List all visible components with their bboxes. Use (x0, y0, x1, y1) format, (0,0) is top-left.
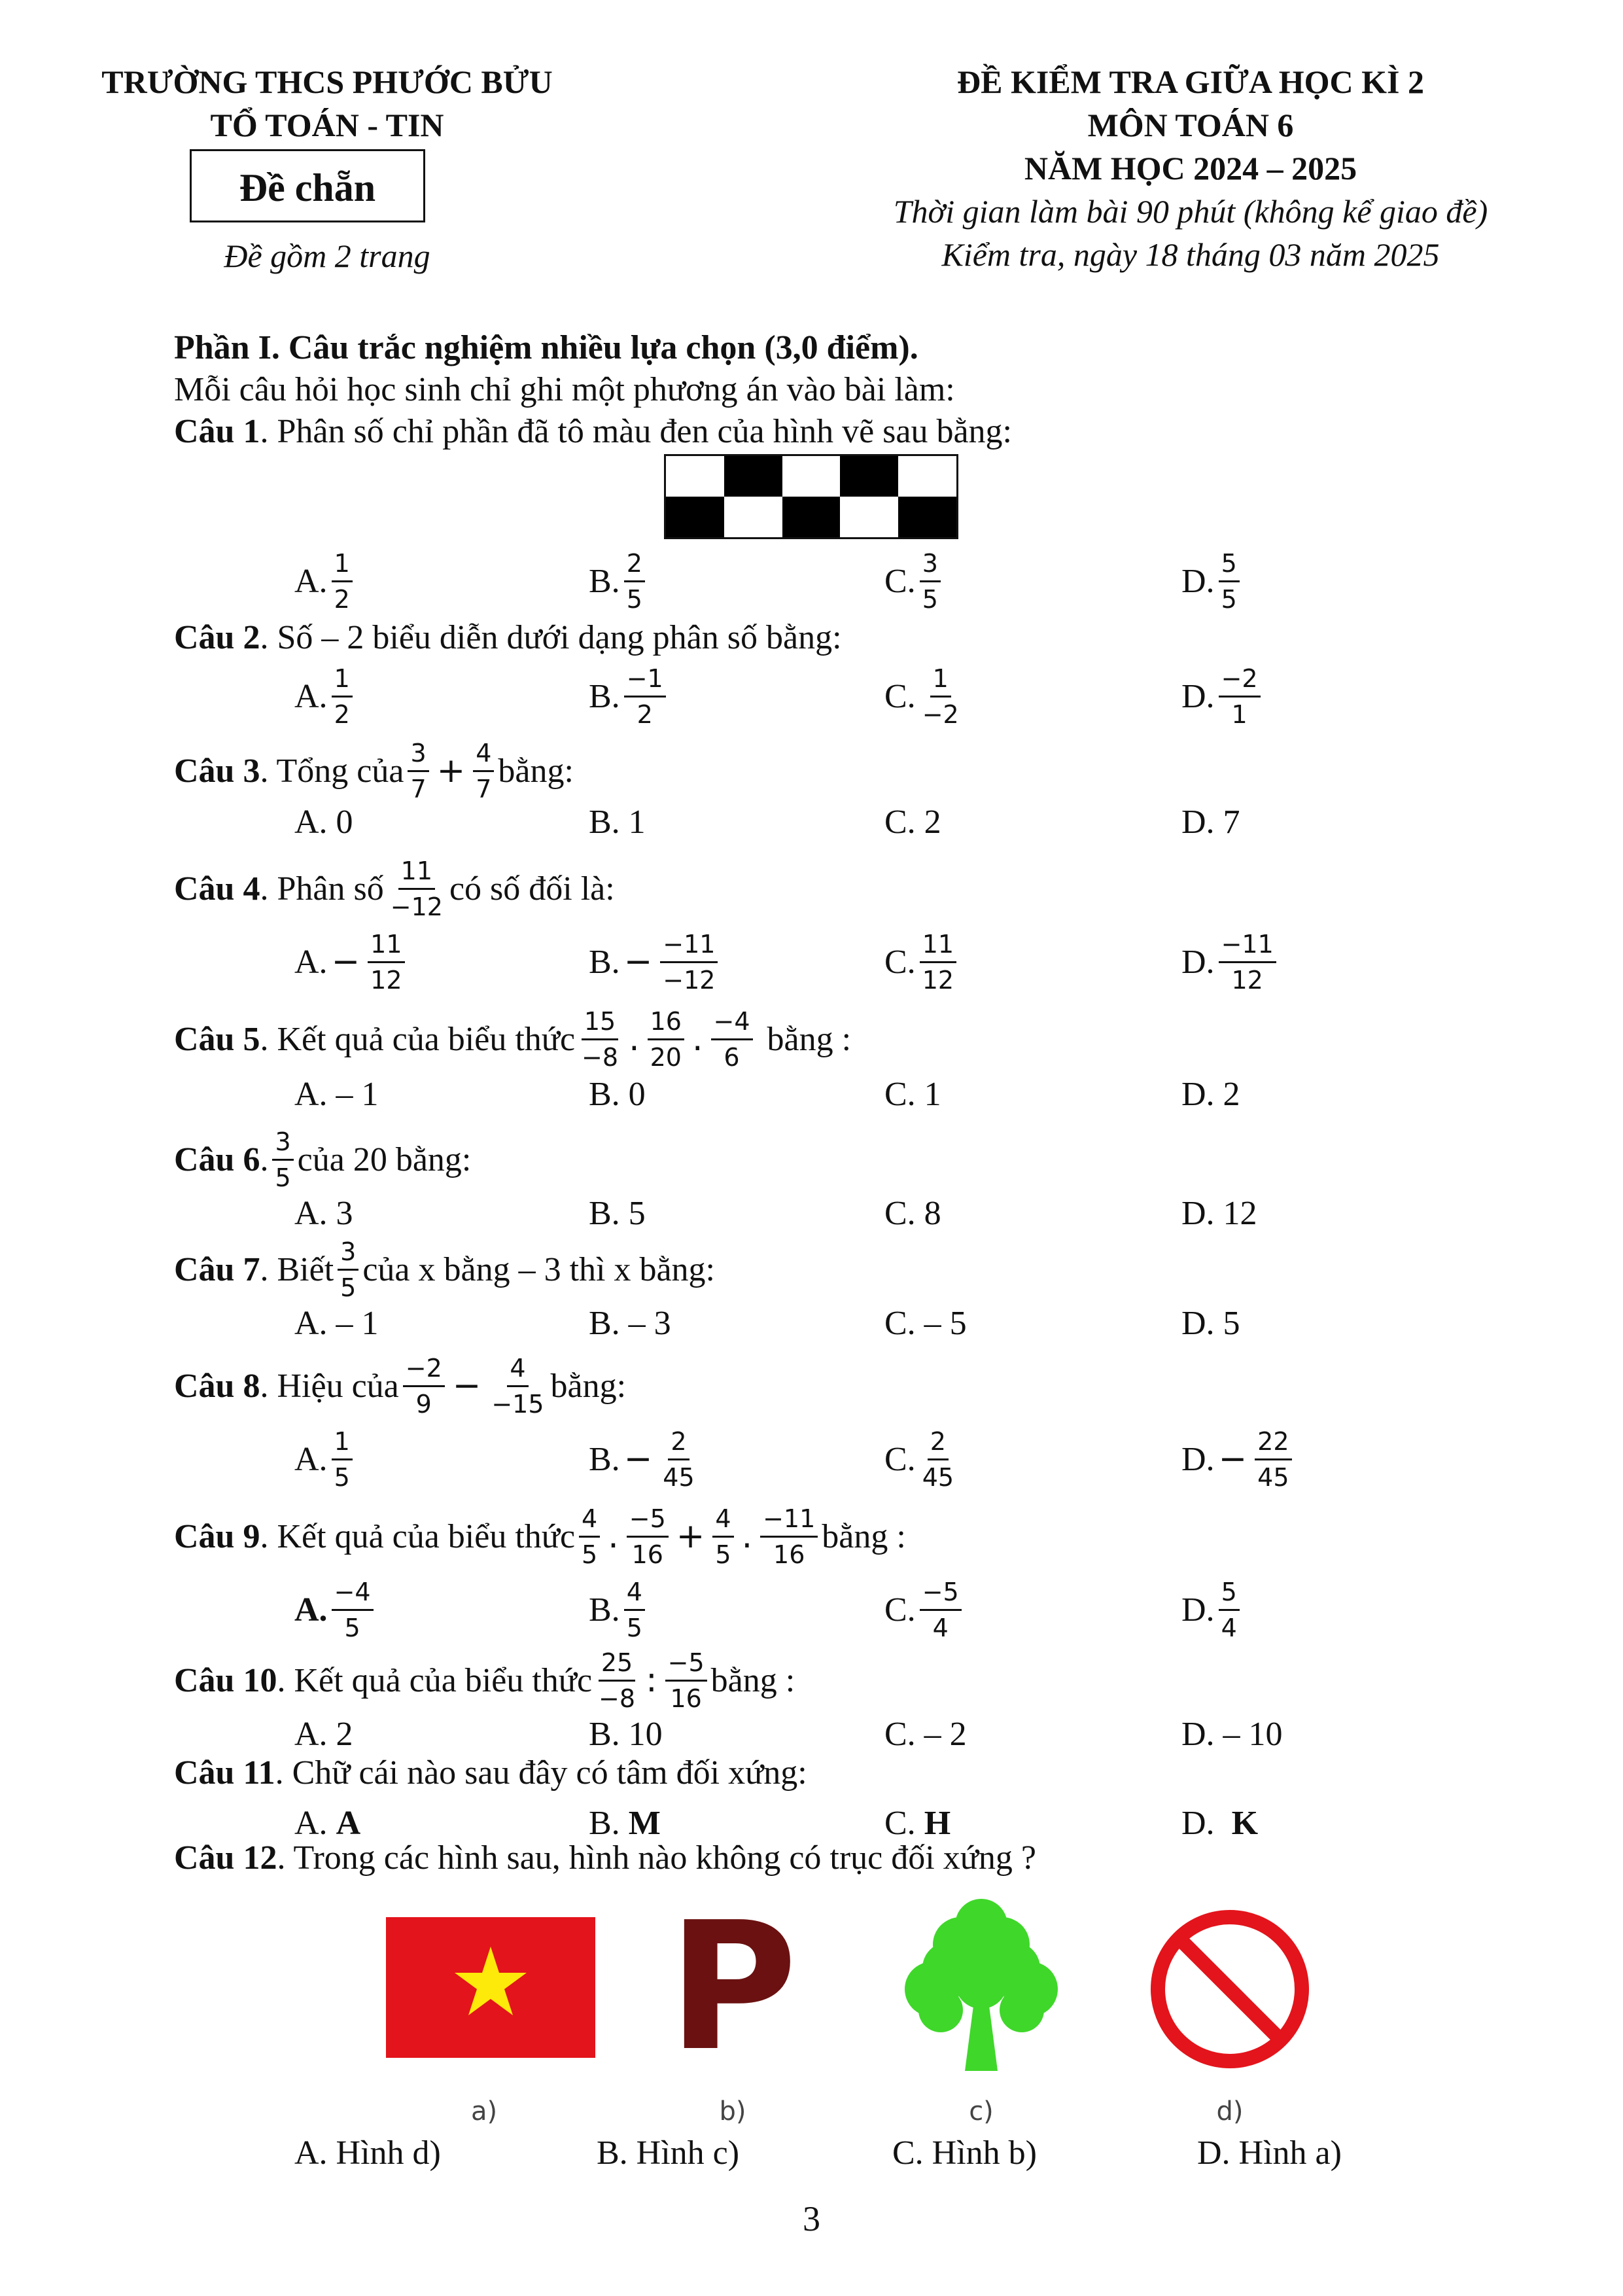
question-text: . Trong các hình sau, hình nào không có trục đối xứng ? (277, 1839, 1036, 1877)
option-c: C. – 5 (884, 1304, 967, 1342)
q4-options (0, 923, 1623, 1001)
question-label: Câu 5 (174, 1020, 260, 1058)
fraction: $\frac{-2}{1}$ (1219, 664, 1261, 729)
fraction: $\frac{15}{-8}$ (582, 1006, 619, 1072)
checker-cell (666, 497, 724, 537)
option-a: A. A (294, 1804, 361, 1842)
section-title: Phần I. Câu trắc nghiệm nhiều lựa chọn (3,0 điểm). (174, 329, 918, 366)
question-8: Câu 8 . Hiệu của $\frac{-2}{9}$ − $\frac{4}{-15}$ bằng: (174, 1353, 627, 1419)
school-name: TRƯỜNG THCS PHƯỚC BỬU (101, 63, 553, 100)
question-label: Câu 12 (174, 1839, 277, 1877)
figure-caption: c) (969, 2096, 994, 2127)
option-b: B. − $\frac{2}{45}$ (589, 1420, 701, 1498)
option-b: B. $\frac{-1}{2}$ (589, 657, 670, 735)
clover-icon (864, 1884, 1099, 2081)
fraction: $\frac{-5}{4}$ (920, 1578, 962, 1642)
q8-options (0, 1420, 1623, 1498)
fraction: $\frac{1}{2}$ (332, 664, 353, 729)
fraction: $\frac{3}{5}$ (272, 1127, 293, 1192)
figure-caption: a) (470, 2096, 498, 2127)
exam-subject: MÔN TOÁN 6 (1087, 107, 1294, 143)
fraction: $\frac{-5}{16}$ (665, 1648, 707, 1713)
option-a: A. 3 (294, 1194, 353, 1232)
question-1 (174, 412, 1012, 451)
option-a: A. $\frac{-4}{5}$ (294, 1570, 377, 1649)
option-a: A. – 1 (294, 1304, 379, 1342)
fraction: $\frac{1}{2}$ (332, 549, 353, 614)
fraction: $\frac{-11}{16}$ (760, 1504, 818, 1569)
option-d: D. 7 (1181, 803, 1240, 841)
figure-d (1112, 1884, 1348, 2133)
checker-cell (782, 497, 841, 537)
question-7: Câu 7 . Biết $\frac{3}{5}$ của x bằng – 3 thì x bằng: (174, 1237, 716, 1302)
checker-cell (840, 497, 898, 537)
q7-options (0, 1290, 1623, 1356)
vietnam-flag-icon (366, 1884, 602, 2081)
option-b: B. 5 (589, 1194, 646, 1232)
fraction: $\frac{1}{5}$ (332, 1427, 353, 1492)
figure-caption: b) (719, 2096, 746, 2127)
question-label: Câu 8 (174, 1367, 260, 1405)
checker-cell (840, 456, 898, 497)
fraction: $\frac{11}{12}$ (920, 930, 956, 995)
fraction: $\frac{-2}{9}$ (403, 1354, 445, 1419)
option-a: A. – 1 (294, 1075, 379, 1113)
figure-a (366, 1884, 602, 2133)
option-b: B. $\frac{2}{5}$ (589, 542, 649, 620)
symmetry-figures (366, 1884, 1348, 2133)
fraction: $\frac{-4}{5}$ (332, 1578, 374, 1642)
fraction: $\frac{4}{5}$ (579, 1504, 600, 1569)
option-c: C. $\frac{3}{5}$ (884, 542, 945, 620)
question-label: Câu 9 (174, 1517, 260, 1555)
question-2 (174, 618, 842, 658)
option-d: D. $\frac{5}{5}$ (1181, 542, 1244, 620)
school-header (79, 60, 576, 147)
figure-c (864, 1884, 1099, 2133)
fraction: $\frac{-11}{-12}$ (660, 930, 718, 995)
option-a: A. $\frac{1}{5}$ (294, 1420, 357, 1498)
q5-options (0, 1061, 1623, 1127)
q1-options (0, 542, 1623, 620)
option-b: B. – 3 (589, 1304, 671, 1342)
option-c: C. 1 (884, 1075, 941, 1113)
fraction: $\frac{-5}{16}$ (627, 1504, 669, 1569)
exam-variant-box: Đề chẵn (190, 149, 425, 222)
option-d: D. 5 (1181, 1304, 1240, 1342)
fraction: $\frac{-4}{6}$ (711, 1007, 753, 1072)
question-9: Câu 9 . Kết quả của biểu thức $\frac{4}{5}$ . $\frac{-5}{16}$ + $\frac{4}{5}$ . $\frac{-11}{16}$ bằng : (174, 1504, 906, 1569)
checker-figure (664, 454, 958, 539)
fraction: $\frac{3}{5}$ (920, 549, 941, 614)
option-d: D. – 10 (1181, 1715, 1283, 1753)
fraction: $\frac{4}{5}$ (712, 1504, 733, 1569)
option-c: C. 8 (884, 1194, 941, 1232)
q3-options (0, 789, 1623, 855)
exam-title: ĐỀ KIỂM TRA GIỮA HỌC KÌ 2 (957, 63, 1424, 100)
question-10: Câu 10 . Kết quả của biểu thức $\frac{25}{-8}$ : $\frac{-5}{16}$ bằng : (174, 1648, 795, 1713)
question-6: Câu 6 . $\frac{3}{5}$ của 20 bằng: (174, 1127, 472, 1192)
fraction: $\frac{5}{4}$ (1219, 1578, 1240, 1642)
fraction: $\frac{2}{45}$ (922, 1426, 954, 1492)
option-c: C. – 2 (884, 1715, 967, 1753)
exam-header (818, 60, 1563, 276)
prohibition-sign-icon (1112, 1884, 1348, 2081)
fraction: $\frac{4}{-15}$ (491, 1353, 544, 1419)
figure-caption: d) (1216, 2096, 1244, 2127)
option-a: A. $\frac{1}{2}$ (294, 657, 357, 735)
option-c: C. $\frac{11}{12}$ (884, 923, 960, 1001)
option-a: A. $\frac{1}{2}$ (294, 542, 357, 620)
option-c: C. $\frac{-5}{4}$ (884, 1570, 966, 1649)
fraction: $\frac{22}{45}$ (1255, 1427, 1291, 1492)
checker-cell (898, 456, 956, 497)
checker-cell (898, 497, 956, 537)
question-3: Câu 3 . Tổng của $\frac{3}{7}$ + $\frac{4}{7}$ bằng: (174, 738, 574, 804)
q2-options (0, 657, 1623, 735)
fraction: $\frac{11}{12}$ (368, 930, 404, 995)
option-d: D. 12 (1181, 1194, 1257, 1232)
option-b: B. M (589, 1804, 661, 1842)
school-year: NĂM HỌC 2024 – 2025 (1024, 150, 1357, 186)
option-d: D. Hình a) (1197, 2134, 1342, 2172)
question-12 (174, 1839, 1036, 1878)
fraction: $\frac{25}{-8}$ (599, 1648, 636, 1713)
fraction: $\frac{2}{45}$ (663, 1426, 695, 1492)
question-label: Câu 1 (174, 413, 260, 450)
q9-options (0, 1570, 1623, 1649)
figure-b (615, 1884, 850, 2133)
fraction: $\frac{1}{-2}$ (922, 663, 959, 729)
option-c: C. H (884, 1804, 951, 1842)
option-d: D. − $\frac{22}{45}$ (1181, 1420, 1296, 1498)
option-b: B. 10 (589, 1715, 663, 1753)
question-label: Câu 10 (174, 1661, 277, 1699)
q12-options (0, 2120, 1623, 2185)
question-label: Câu 2 (174, 619, 260, 656)
option-b: B. $\frac{4}{5}$ (589, 1570, 649, 1649)
option-c: C. $\frac{1}{-2}$ (884, 657, 966, 735)
exam-duration: Thời gian làm bài 90 phút (không kể giao đề) (893, 193, 1488, 230)
pages-note: Đề gồm 2 trang (224, 238, 430, 274)
fraction: $\frac{4}{5}$ (624, 1578, 645, 1642)
fraction: $\frac{-1}{2}$ (624, 664, 666, 729)
fraction: $\frac{5}{5}$ (1219, 549, 1240, 614)
option-d: D. $\frac{-2}{1}$ (1181, 657, 1265, 735)
fraction: $\frac{2}{5}$ (624, 549, 645, 614)
question-label: Câu 6 (174, 1140, 260, 1178)
fraction: $\frac{11}{-12}$ (390, 856, 443, 921)
checker-cell (724, 497, 782, 537)
question-label: Câu 4 (174, 870, 260, 908)
letter-p-icon (615, 1884, 850, 2081)
option-c: C. $\frac{2}{45}$ (884, 1420, 960, 1498)
fraction: $\frac{16}{20}$ (648, 1007, 684, 1072)
option-c: C. 2 (884, 803, 941, 841)
question-text: . Số – 2 biểu diễn dưới dạng phân số bằng: (260, 619, 842, 656)
option-a: A. 0 (294, 803, 353, 841)
question-label: Câu 3 (174, 752, 260, 790)
option-b: B. 1 (589, 803, 646, 841)
question-11 (174, 1754, 807, 1793)
question-label: Câu 11 (174, 1754, 275, 1792)
question-label: Câu 7 (174, 1250, 260, 1288)
option-a: A. − $\frac{11}{12}$ (294, 923, 409, 1001)
svg-text:P: P (668, 1884, 797, 2081)
checker-cell (782, 456, 841, 497)
checker-cell (666, 456, 724, 497)
fraction: $\frac{3}{7}$ (408, 739, 428, 804)
section-instruction: Mỗi câu hỏi học sinh chỉ ghi một phương án vào bài làm: (174, 371, 955, 408)
option-d: D. 2 (1181, 1075, 1240, 1113)
question-text: . Phân số chỉ phần đã tô màu đen của hình vẽ sau bằng: (260, 413, 1012, 450)
option-a: A. 2 (294, 1715, 353, 1753)
question-text: . Chữ cái nào sau đây có tâm đối xứng: (275, 1754, 807, 1792)
page-number: 3 (803, 2199, 820, 2238)
exam-date: Kiểm tra, ngày 18 tháng 03 năm 2025 (941, 236, 1440, 273)
option-c: C. Hình b) (892, 2134, 1037, 2172)
option-b: B. 0 (589, 1075, 646, 1113)
fraction: $\frac{4}{7}$ (473, 739, 494, 804)
option-b: B. − $\frac{-11}{-12}$ (589, 923, 722, 1001)
option-d: D. $\frac{-11}{12}$ (1181, 923, 1280, 1001)
question-5: Câu 5 . Kết quả của biểu thức $\frac{15}{-8}$ . $\frac{16}{20}$ . $\frac{-4}{6}$ bằng : (174, 1006, 852, 1072)
option-b: B. Hình c) (597, 2134, 740, 2172)
question-4: Câu 4 . Phân số $\frac{11}{-12}$ có số đối là: (174, 856, 615, 921)
fraction: $\frac{-11}{12}$ (1219, 930, 1276, 995)
option-d: D. K (1181, 1804, 1259, 1842)
department-name: TỔ TOÁN - TIN (210, 107, 444, 143)
option-d: D. $\frac{5}{4}$ (1181, 1570, 1244, 1649)
fraction: $\frac{3}{5}$ (338, 1237, 358, 1302)
option-a: A. Hình d) (294, 2134, 441, 2172)
checker-cell (724, 456, 782, 497)
